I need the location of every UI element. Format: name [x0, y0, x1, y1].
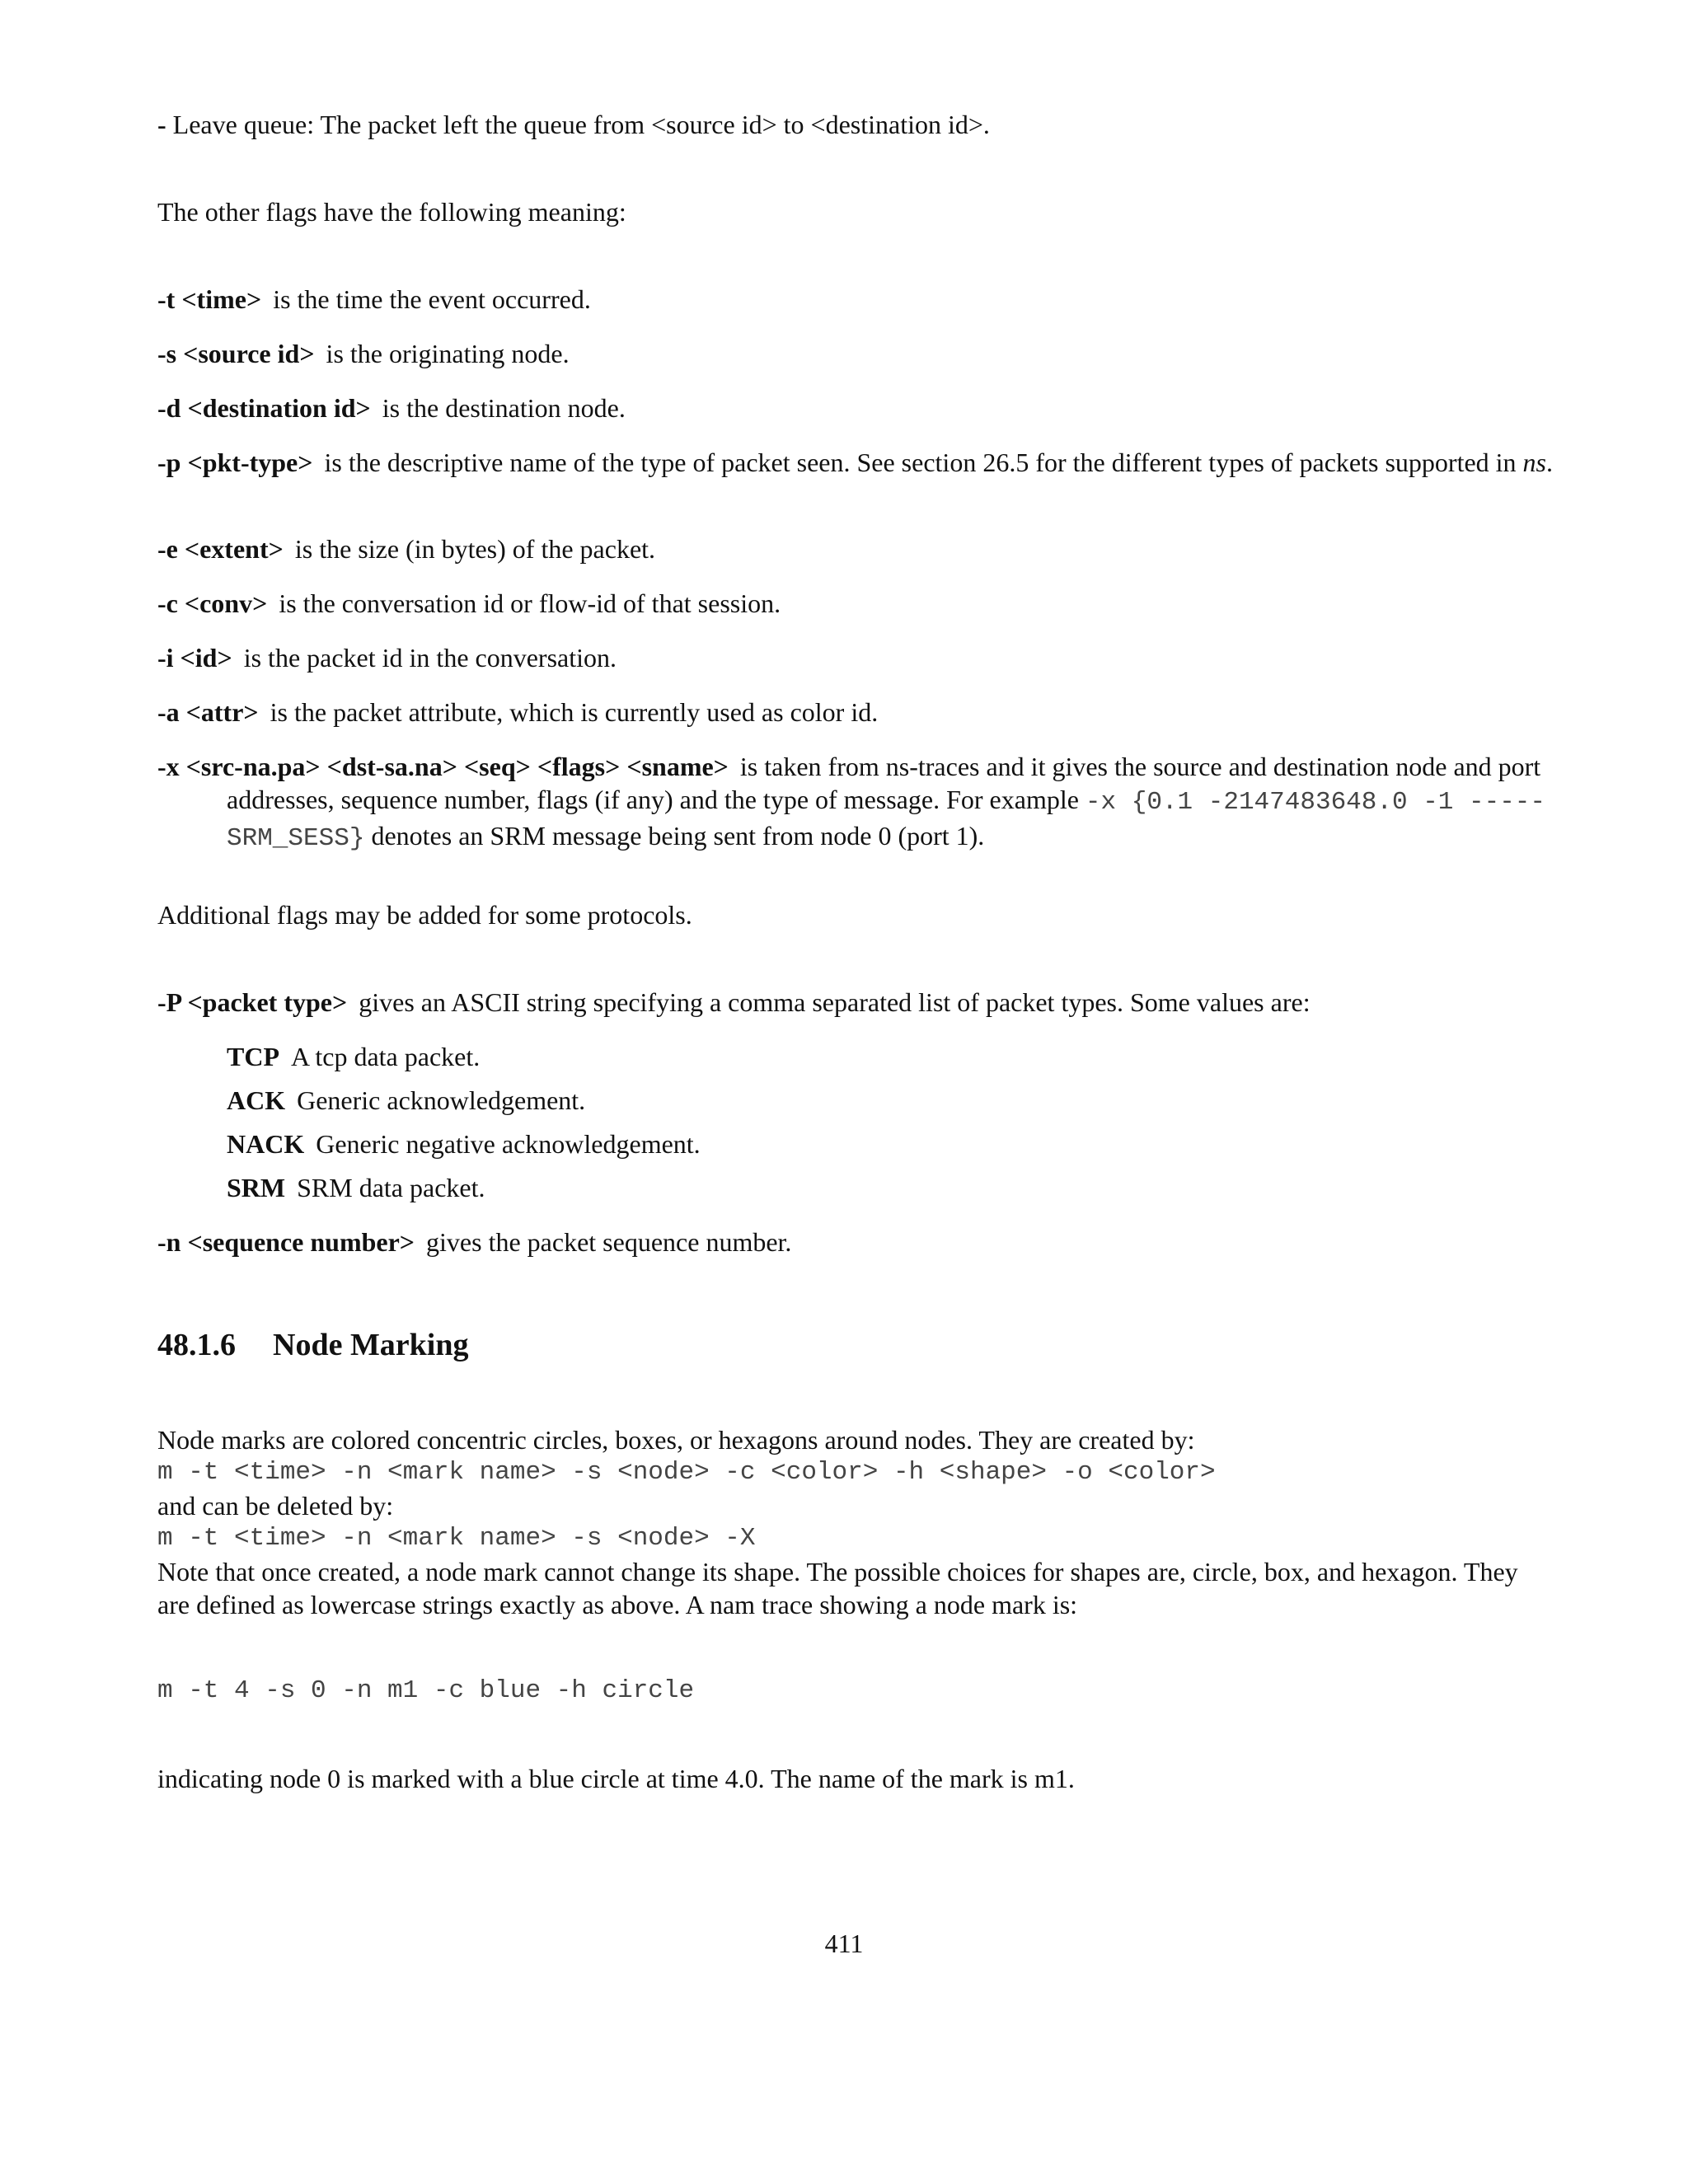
flag-desc: is the destination node. [382, 393, 626, 423]
packet-type-name: SRM [227, 1173, 286, 1202]
flag-name: -e <extent> [157, 534, 284, 564]
packet-type-item [227, 1040, 480, 1073]
flag-desc: is the conversation id or flow-id of that session. [279, 588, 781, 618]
flag-desc: is taken from ns-traces and it gives the source and destination node and port addresses, sequence number, flags (if any) and the type of message. For example [227, 752, 1541, 814]
flag-name: -c <conv> [157, 588, 268, 618]
additional-flags-text: Additional flags may be added for some protocols. [157, 900, 692, 930]
node-mark-note: Note that once created, a node mark cannot change its shape. The possible choices for shapes are, circle, box, and hexagon. They are defined as lowercase strings exactly as above. A nam trace showing a node mark is: [157, 1557, 1518, 1619]
flag-desc: gives the packet sequence number. [426, 1227, 792, 1257]
flag-desc: is the packet attribute, which is currently used as color id. [270, 697, 879, 727]
flag-desc-italic: ns [1522, 448, 1546, 477]
flag-name: -t <time> [157, 284, 262, 314]
flag-item-pkt-type [157, 446, 1611, 479]
example-command: m -t 4 -s 0 -n m1 -c blue -h circle [157, 1676, 695, 1705]
flag-item-source [157, 337, 1531, 370]
flag-item-sequence [157, 1226, 1531, 1258]
page-number: 411 [824, 1929, 864, 1958]
section-number: 48.1.6 [157, 1328, 236, 1362]
flag-desc: is the descriptive name of the type of packet seen. See section 26.5 for the different types of packets supported in [324, 448, 1523, 477]
packet-type-item [227, 1127, 701, 1160]
flag-desc: is the originating node. [326, 339, 570, 368]
packet-type-name: TCP [227, 1042, 279, 1071]
flag-item-time [157, 283, 1531, 316]
flag-name: -s <source id> [157, 339, 315, 368]
flag-item-destination [157, 391, 1531, 424]
leave-queue-item [157, 108, 1531, 141]
flag-desc: is the packet id in the conversation. [243, 643, 617, 673]
leave-queue-symbol: - [157, 110, 166, 139]
flag-item-extent [157, 532, 1531, 565]
flag-desc-end: denotes an SRM message being sent from node 0 (port 1). [364, 821, 985, 851]
flag-name: -i <id> [157, 643, 232, 673]
packet-type-desc: SRM data packet. [297, 1173, 485, 1202]
flag-item-attr [157, 696, 1531, 729]
create-command: m -t <time> -n <mark name> -s <node> -c <color> -h <shape> -o <color> [157, 1458, 1216, 1487]
packet-type-desc: Generic negative acknowledgement. [316, 1129, 701, 1159]
flag-name: -x <src-na.pa> <dst-sa.na> <seq> <flags> <sname> [157, 752, 729, 781]
packet-type-item [227, 1171, 485, 1204]
flag-desc: gives an ASCII string specifying a comma separated list of packet types. Some values are: [359, 987, 1311, 1017]
example-description: indicating node 0 is marked with a blue circle at time 4.0. The name of the mark is m1. [157, 1764, 1075, 1793]
flag-name: -P <packet type> [157, 987, 348, 1017]
delete-intro: and can be deleted by: [157, 1491, 394, 1521]
node-marking-intro: Node marks are colored concentric circles, boxes, or hexagons around nodes. They are created by: [157, 1425, 1195, 1455]
flag-name: -a <attr> [157, 697, 259, 727]
section-title: Node Marking [273, 1328, 469, 1362]
other-flags-intro: The other flags have the following meaning: [157, 197, 626, 227]
delete-command: m -t <time> -n <mark name> -s <node> -X [157, 1524, 756, 1553]
section-heading [157, 1329, 469, 1361]
packet-type-desc: Generic acknowledgement. [297, 1085, 586, 1115]
flag-example-code: -x {0.1 -2147483648.0 -1 ----- SRM_SESS} [227, 788, 1546, 853]
packet-type-name: ACK [227, 1085, 286, 1115]
packet-type-item [227, 1084, 585, 1117]
flag-item-conv [157, 587, 1531, 620]
packet-type-name: NACK [227, 1129, 305, 1159]
flag-name: -n <sequence number> [157, 1227, 415, 1257]
flag-name: -p <pkt-type> [157, 448, 313, 477]
flag-desc: is the size (in bytes) of the packet. [294, 534, 656, 564]
flag-desc-end: . [1546, 448, 1553, 477]
flag-item-id [157, 641, 1531, 674]
packet-type-desc: A tcp data packet. [291, 1042, 481, 1071]
flag-item-packet-type [157, 986, 1531, 1019]
leave-queue-text: Leave queue: The packet left the queue from <source id> to <destination id>. [166, 110, 990, 139]
flag-name: -d <destination id> [157, 393, 371, 423]
flag-desc: is the time the event occurred. [273, 284, 591, 314]
flag-item-x [157, 750, 1611, 855]
